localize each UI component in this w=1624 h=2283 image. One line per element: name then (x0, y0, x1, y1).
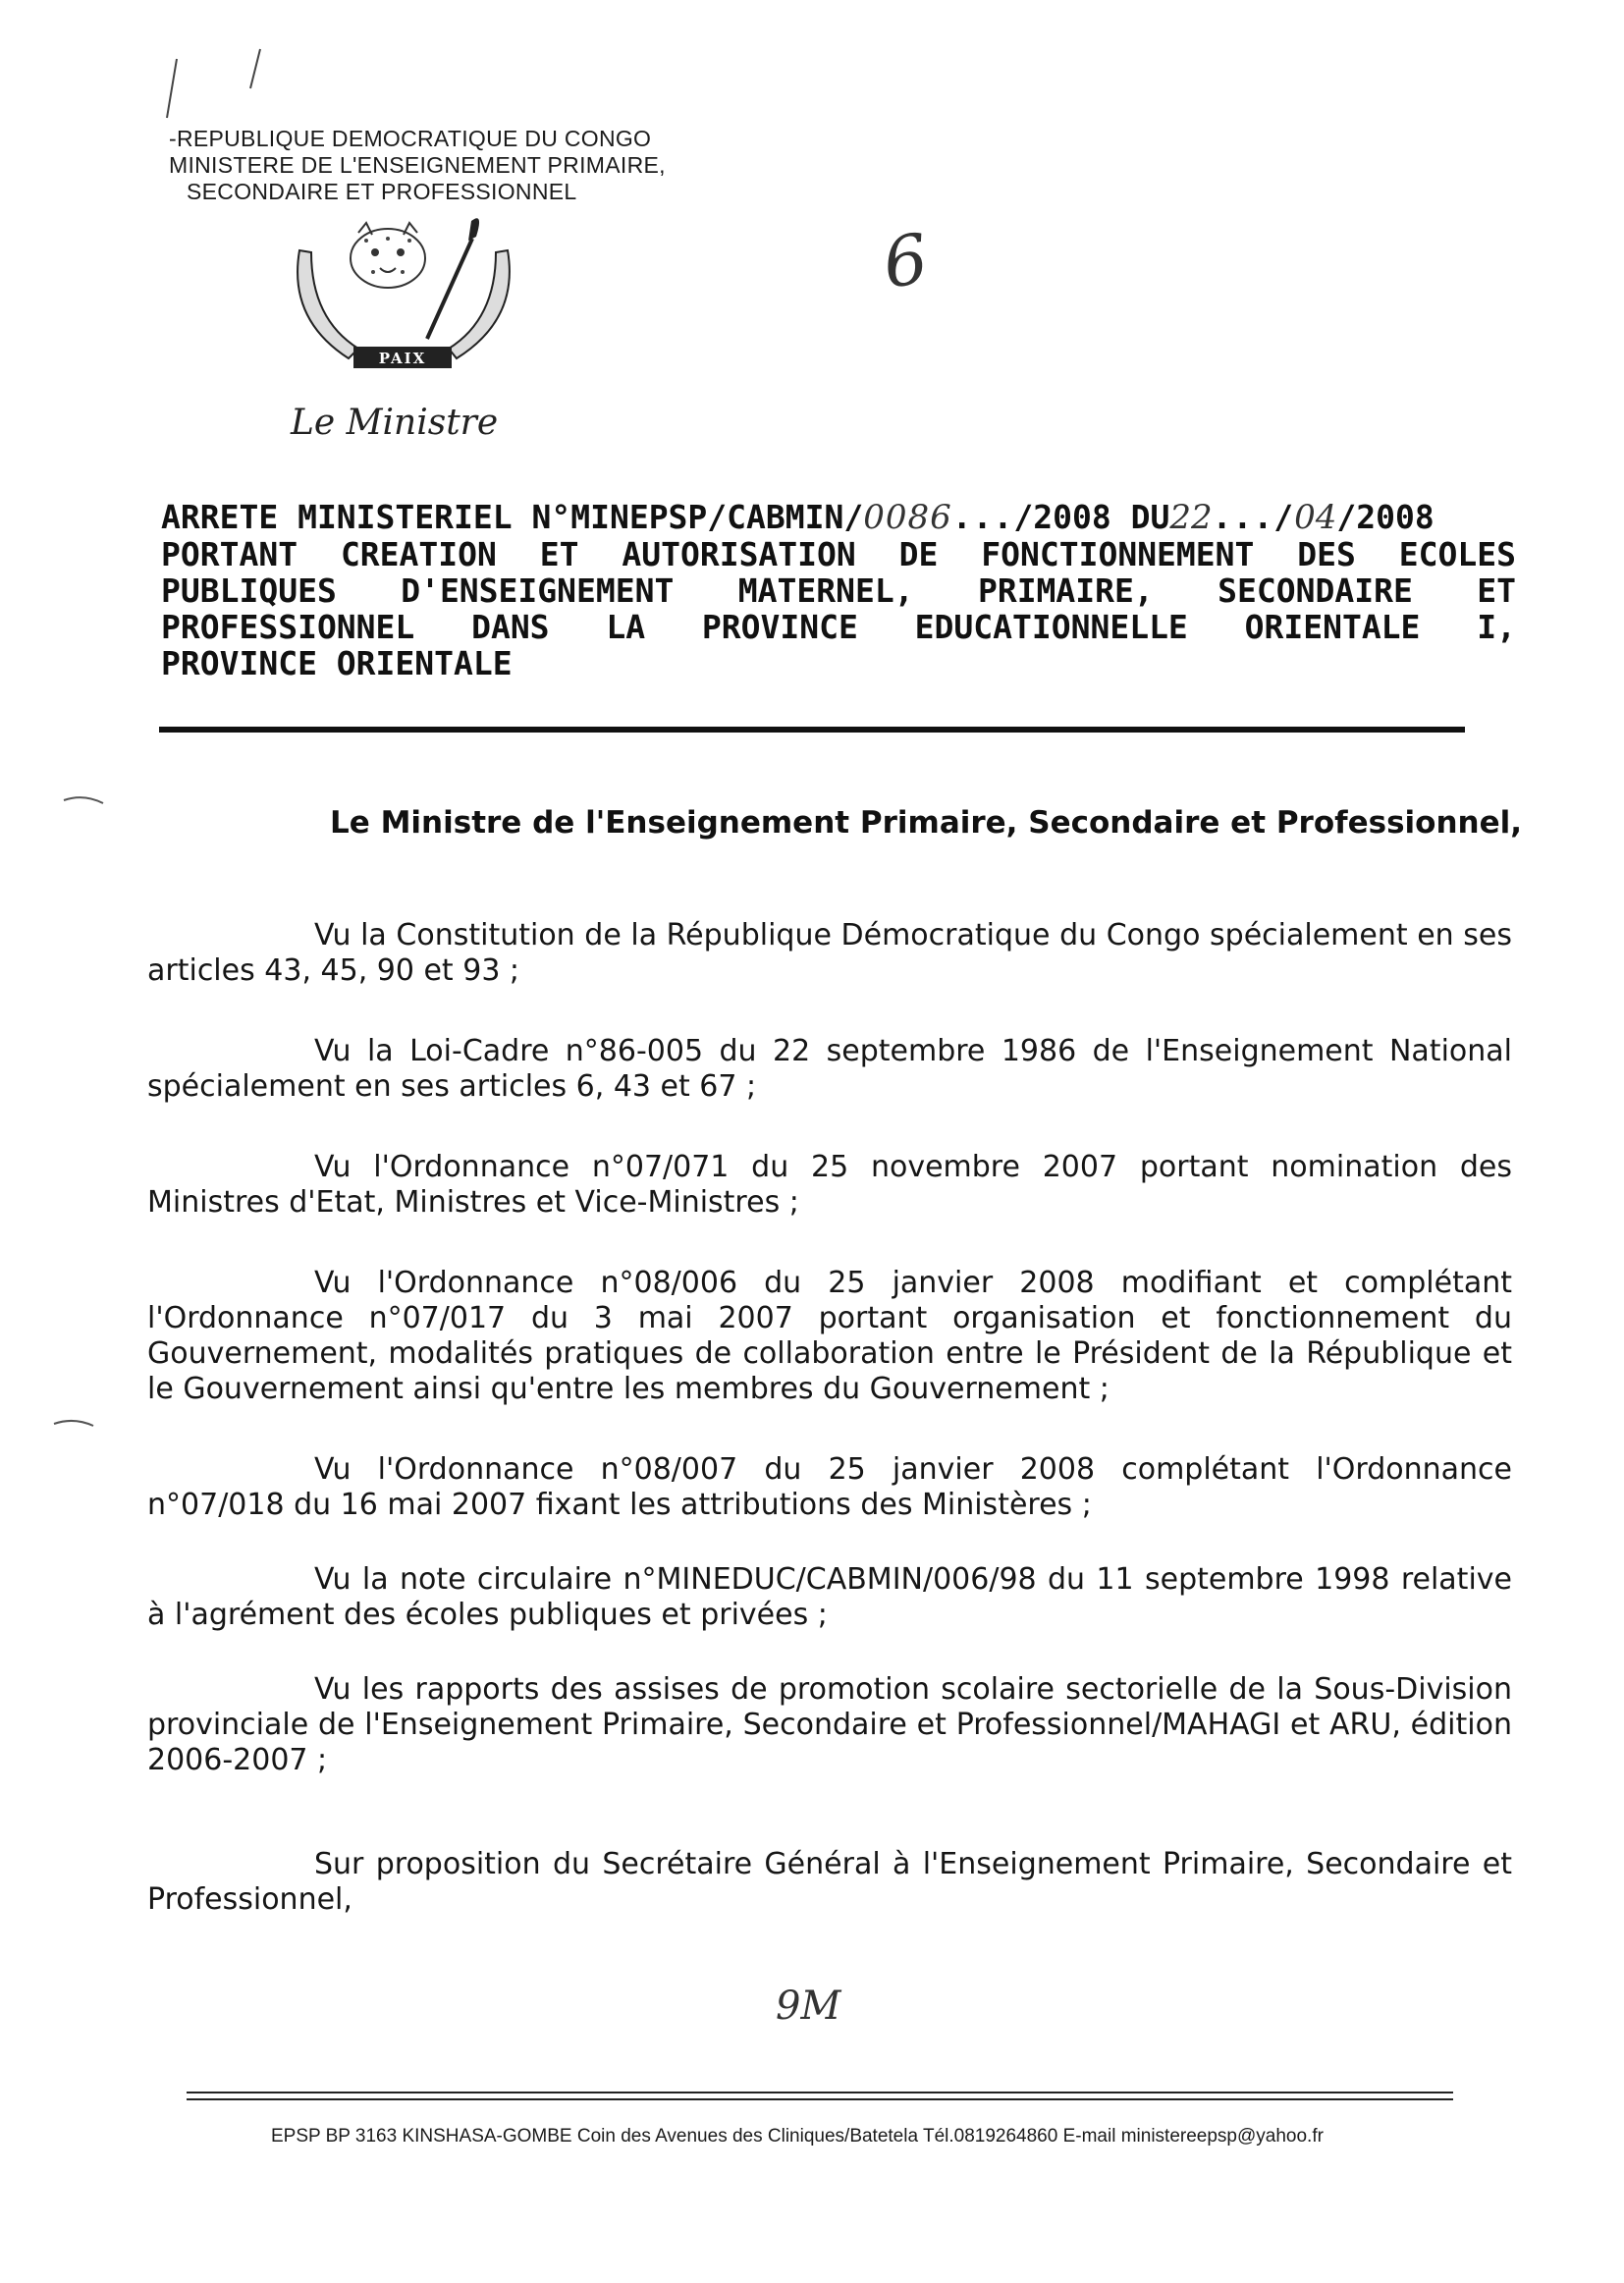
decree-month-handwritten: 04 (1294, 498, 1337, 537)
decree-title-word: EDUCATIONNELLE (914, 608, 1188, 646)
letterhead-ministry: MINISTERE DE L'ENSEIGNEMENT PRIMAIRE, (169, 152, 666, 178)
decree-year-label: /2008 DU (1013, 498, 1170, 536)
decree-day-handwritten: 22 (1169, 498, 1213, 537)
preamble-paragraph-loi-cadre: Vu la Loi-Cadre n°86-005 du 22 septembre 1986 de l'Enseignement National spécialement en ses articles 6, 43 et 67 ; (147, 1034, 1512, 1104)
decree-reference-prefix: ARRETE MINISTERIEL N°MINEPSP/CABMIN/ (161, 498, 864, 536)
footer-address: EPSP BP 3163 KINSHASA-GOMBE Coin des Avenues des Cliniques/Batetela Tél.0819264860 E-mail ministereepsp@yahoo.fr (271, 2126, 1324, 2147)
decree-title-word: PORTANT (161, 535, 298, 573)
decree-title-word: ET (539, 535, 579, 573)
preamble-paragraph-note-circulaire: Vu la note circulaire n°MINEDUC/CABMIN/006/98 du 11 septembre 1998 relative à l'agrément des écoles publiques et privées ; (147, 1562, 1512, 1632)
footer-rule-bottom (187, 2098, 1453, 2100)
title-separator-rule (159, 727, 1465, 733)
letterhead-ministry-cont: SECONDAIRE ET PROFESSIONNEL (187, 179, 577, 204)
handwritten-margin-mark: 6 (878, 218, 934, 304)
decree-title-row-2 (161, 536, 1516, 572)
decree-title-word: I, (1477, 608, 1516, 646)
decree-title-row-5: PROVINCE ORIENTALE (161, 644, 513, 682)
decree-title-row-3 (161, 572, 1516, 609)
motto-ribbon-text: PAIX (378, 350, 427, 367)
handwritten-initials: 9M (776, 1984, 841, 2029)
decree-title-row-1: ARRETE MINISTERIEL N°MINEPSP/CABMIN/0086.../2008 DU22.../04/2008 (161, 498, 1435, 537)
decree-title-word: ET (1477, 571, 1516, 610)
decree-title-word: D'ENSEIGNEMENT (401, 571, 675, 610)
preamble-body (147, 918, 1512, 1963)
letterhead (169, 126, 666, 205)
decree-title-row-4 (161, 609, 1516, 645)
decree-title-word: LA (606, 608, 646, 646)
decree-date-year: /2008 (1336, 498, 1435, 536)
leopard-head-icon (351, 223, 425, 288)
decree-title-word: MATERNEL, (737, 571, 914, 610)
footer-rule-top (187, 2092, 1453, 2093)
preamble-paragraph-constitution: Vu la Constitution de la République Démocratique du Congo spécialement en ses articles 43, 45, 90 et 93 ; (147, 918, 1512, 988)
decree-title-word: PROVINCE (701, 608, 858, 646)
margin-dash-2 (54, 1421, 93, 1426)
decree-title-word: FONCTIONNEMENT (981, 535, 1255, 573)
decree-title-word: SECONDAIRE (1218, 571, 1413, 610)
preamble-paragraph-ordonnance-organisation: Vu l'Ordonnance n°08/006 du 25 janvier 2008 modifiant et complétant l'Ordonnance n°07/017 du 3 mai 2007 portant organisation et fonctionnement du Gouvernement, modalités pratiques de collaboration entre le Président de la République et le Gouvernement ainsi qu'entre les membres du Gouvernement ; (147, 1266, 1512, 1406)
decree-title-word: ORIENTALE (1244, 608, 1421, 646)
decree-title-word: ECOLES (1398, 535, 1516, 573)
minister-heading: Le Ministre de l'Enseignement Primaire, Secondaire et Professionnel, (330, 805, 1523, 841)
preamble-paragraph-ordonnance-nomination: Vu l'Ordonnance n°07/071 du 25 novembre 2007 portant nomination des Ministres d'Etat, Ministres et Vice-Ministres ; (147, 1150, 1512, 1220)
margin-tick-1 (167, 59, 177, 118)
decree-title-word: DANS (471, 608, 550, 646)
preamble-paragraph-ordonnance-attributions: Vu l'Ordonnance n°08/007 du 25 janvier 2008 complétant l'Ordonnance n°07/018 du 16 mai 2007 fixant les attributions des Ministères ; (147, 1452, 1512, 1522)
decree-title-word: CREATION (340, 535, 497, 573)
preamble-paragraph-proposition: Sur proposition du Secrétaire Général à l'Enseignement Primaire, Secondaire et Professionnel, (147, 1847, 1512, 1917)
letterhead-country: -REPUBLIQUE DEMOCRATIQUE DU CONGO (169, 126, 652, 151)
decree-title-word: PUBLIQUES (161, 571, 337, 610)
preamble-paragraph-rapports: Vu les rapports des assises de promotion scolaire sectorielle de la Sous-Division provinciale de l'Enseignement Primaire, Secondaire et Professionnel/MAHAGI et ARU, édition 2006-2007 ; (147, 1672, 1512, 1777)
spear-icon (427, 218, 479, 339)
coat-of-arms-emblem (280, 211, 525, 378)
decree-title-word: DE (898, 535, 939, 573)
decree-title-word: PROFESSIONNEL (161, 608, 415, 646)
margin-tick-2 (250, 49, 260, 88)
minister-signature-label: Le Ministre (291, 403, 499, 443)
decree-title-word: AUTORISATION (622, 535, 856, 573)
decree-number-handwritten: 0086 (863, 498, 952, 537)
decree-title (161, 499, 1516, 681)
margin-dash-1 (64, 797, 103, 803)
decree-title-word: PRIMAIRE, (977, 571, 1154, 610)
elephant-tusk-left (298, 250, 358, 358)
decree-title-word: DES (1297, 535, 1356, 573)
